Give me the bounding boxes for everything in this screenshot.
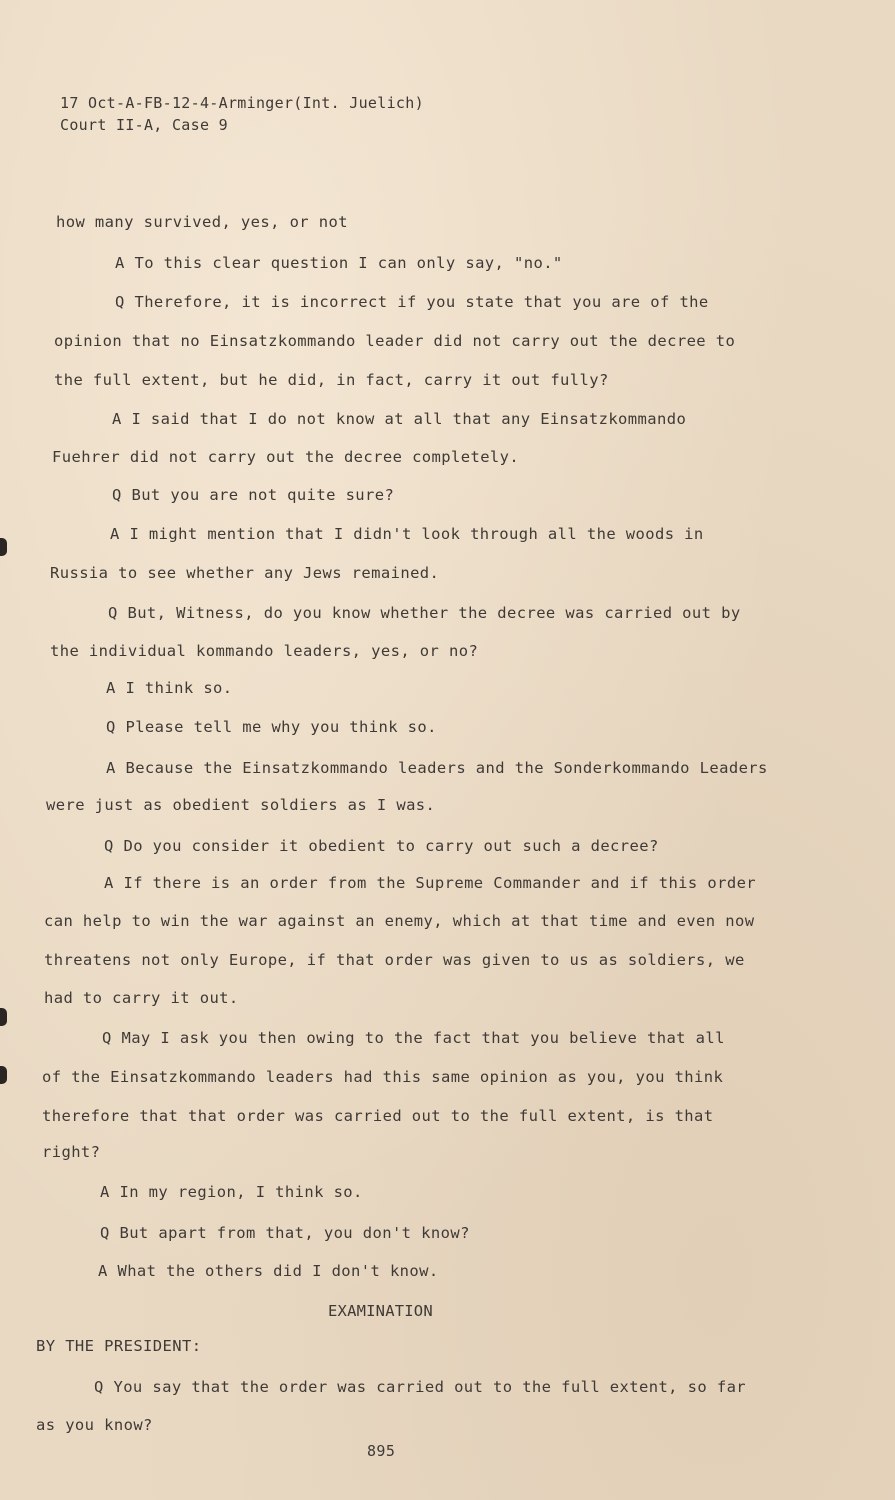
text-line: Q But apart from that, you don't know? xyxy=(100,1224,470,1242)
text-line: Q But, Witness, do you know whether the decree was carried out by xyxy=(108,604,741,622)
text-line: Q May I ask you then owing to the fact that you believe that all xyxy=(102,1029,725,1047)
header-reference: 17 Oct-A-FB-12-4-Arminger(Int. Juelich) xyxy=(60,94,424,112)
examiner-heading: BY THE PRESIDENT: xyxy=(36,1337,202,1355)
text-line: the individual kommando leaders, yes, or no? xyxy=(50,642,479,660)
text-line: A If there is an order from the Supreme Commander and if this order xyxy=(104,874,757,892)
text-line: A To this clear question I can only say, "no." xyxy=(115,254,563,272)
text-line: threatens not only Europe, if that order was given to us as soldiers, we xyxy=(44,951,745,969)
text-line: Fuehrer did not carry out the decree completely. xyxy=(52,448,520,466)
text-line: A I think so. xyxy=(106,679,233,697)
text-line: A I might mention that I didn't look through all the woods in xyxy=(110,525,704,543)
text-line: of the Einsatzkommando leaders had this same opinion as you, you think xyxy=(42,1068,724,1086)
text-line: Q Please tell me why you think so. xyxy=(106,718,437,736)
text-line: were just as obedient soldiers as I was. xyxy=(46,796,436,814)
text-line: opinion that no Einsatzkommando leader did not carry out the decree to xyxy=(54,332,736,350)
text-line: A In my region, I think so. xyxy=(100,1183,363,1201)
page-number: 895 xyxy=(367,1442,396,1460)
text-line: Q Do you consider it obedient to carry out such a decree? xyxy=(104,837,659,855)
text-line: A I said that I do not know at all that any Einsatzkommando xyxy=(112,410,687,428)
section-heading: EXAMINATION xyxy=(328,1302,433,1320)
left-edge-mark xyxy=(0,538,7,556)
text-line: right? xyxy=(42,1143,101,1161)
text-line: can help to win the war against an enemy, which at that time and even now xyxy=(44,912,755,930)
text-line: the full extent, but he did, in fact, carry it out fully? xyxy=(54,371,609,389)
left-edge-mark xyxy=(0,1008,7,1026)
text-line: A Because the Einsatzkommando leaders and the Sonderkommando Leaders xyxy=(106,759,768,777)
text-line: therefore that that order was carried out to the full extent, is that xyxy=(42,1107,714,1125)
text-line: A What the others did I don't know. xyxy=(98,1262,439,1280)
text-line: Russia to see whether any Jews remained. xyxy=(50,564,440,582)
text-line: Q But you are not quite sure? xyxy=(112,486,395,504)
left-edge-mark xyxy=(0,1066,7,1084)
text-line: as you know? xyxy=(36,1416,153,1434)
header-court: Court II-A, Case 9 xyxy=(60,116,228,134)
text-line: Q You say that the order was carried out to the full extent, so far xyxy=(94,1378,747,1396)
text-line: Q Therefore, it is incorrect if you state that you are of the xyxy=(115,293,709,311)
text-line: had to carry it out. xyxy=(44,989,239,1007)
text-line: how many survived, yes, or not xyxy=(56,213,348,231)
